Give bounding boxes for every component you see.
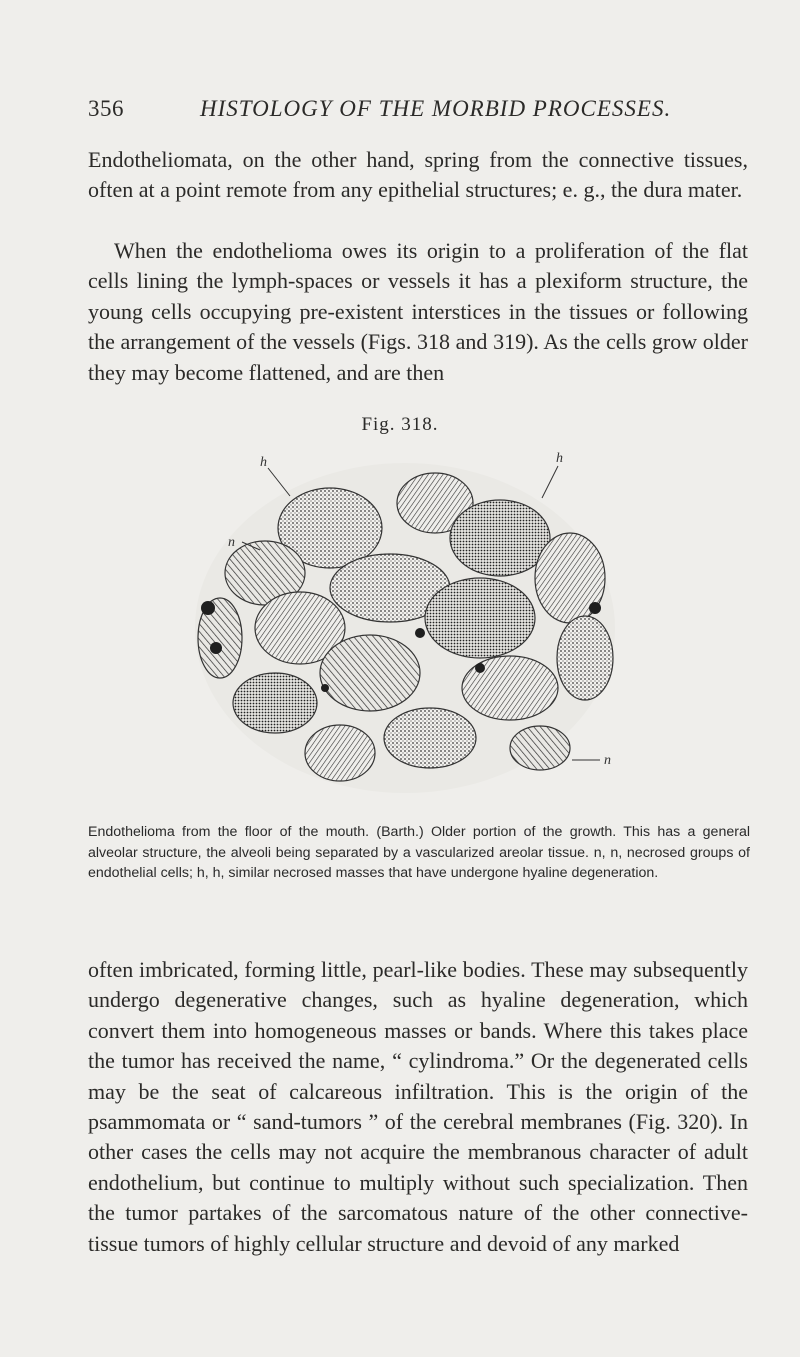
page-number: 356 xyxy=(88,96,124,121)
paragraph-3: often imbricated, forming little, pearl-like bodies. These may subsequently undergo degenerative changes, such as hyaline degeneration, which convert them into homogeneous masses or bands. Where this takes place the tumor has received the name, “ cylindroma.” Or the degenerated cells may be the seat of calcareous infiltration. This is the origin of the psammomata or “ sand-tumors ” of the cerebral membranes (Fig. 320). In other cases the cells may not acquire the membranous character of adult endothelium, but continue to multiply without such specialization. Then the tumor partakes of the sarcomatous nature of the other connective-tissue tumors of highly cellular structure and devoid of any marked xyxy=(88,957,748,1256)
label-n-left: n xyxy=(228,535,235,550)
histology-figure xyxy=(180,438,630,798)
label-h-right: h xyxy=(556,451,563,466)
label-h-left: h xyxy=(260,455,267,470)
paragraph-1: Endotheliomata, on the other hand, spring from the connective tissues, often at a point remote from any epithelial structures; e. g., the dura mater. xyxy=(88,147,748,203)
figure-caption: Endothelioma from the floor of the mouth. (Barth.) Older portion of the growth. This has a general alveolar structure, the alveoli being separated by a vascularized areolar tissue. n, n, necrosed groups of endothelial cells; h, h, similar necrosed masses that have undergone hyaline degeneration. xyxy=(88,824,750,881)
figure-label: Fig. 318. xyxy=(361,414,439,435)
label-n-right: n xyxy=(604,753,611,768)
running-title: HISTOLOGY OF THE MORBID PROCESSES. xyxy=(200,96,672,121)
histology-illustration xyxy=(180,438,630,798)
paragraph-2: When the endothelioma owes its origin to a proliferation of the flat cells lining the lymph-spaces or vessels it has a plexiform structure, the young cells occupying pre-existent interstices in the tissues or following the arrangement of the vessels (Figs. 318 and 319). As the cells grow older they may become flattened, and are then xyxy=(88,238,748,385)
